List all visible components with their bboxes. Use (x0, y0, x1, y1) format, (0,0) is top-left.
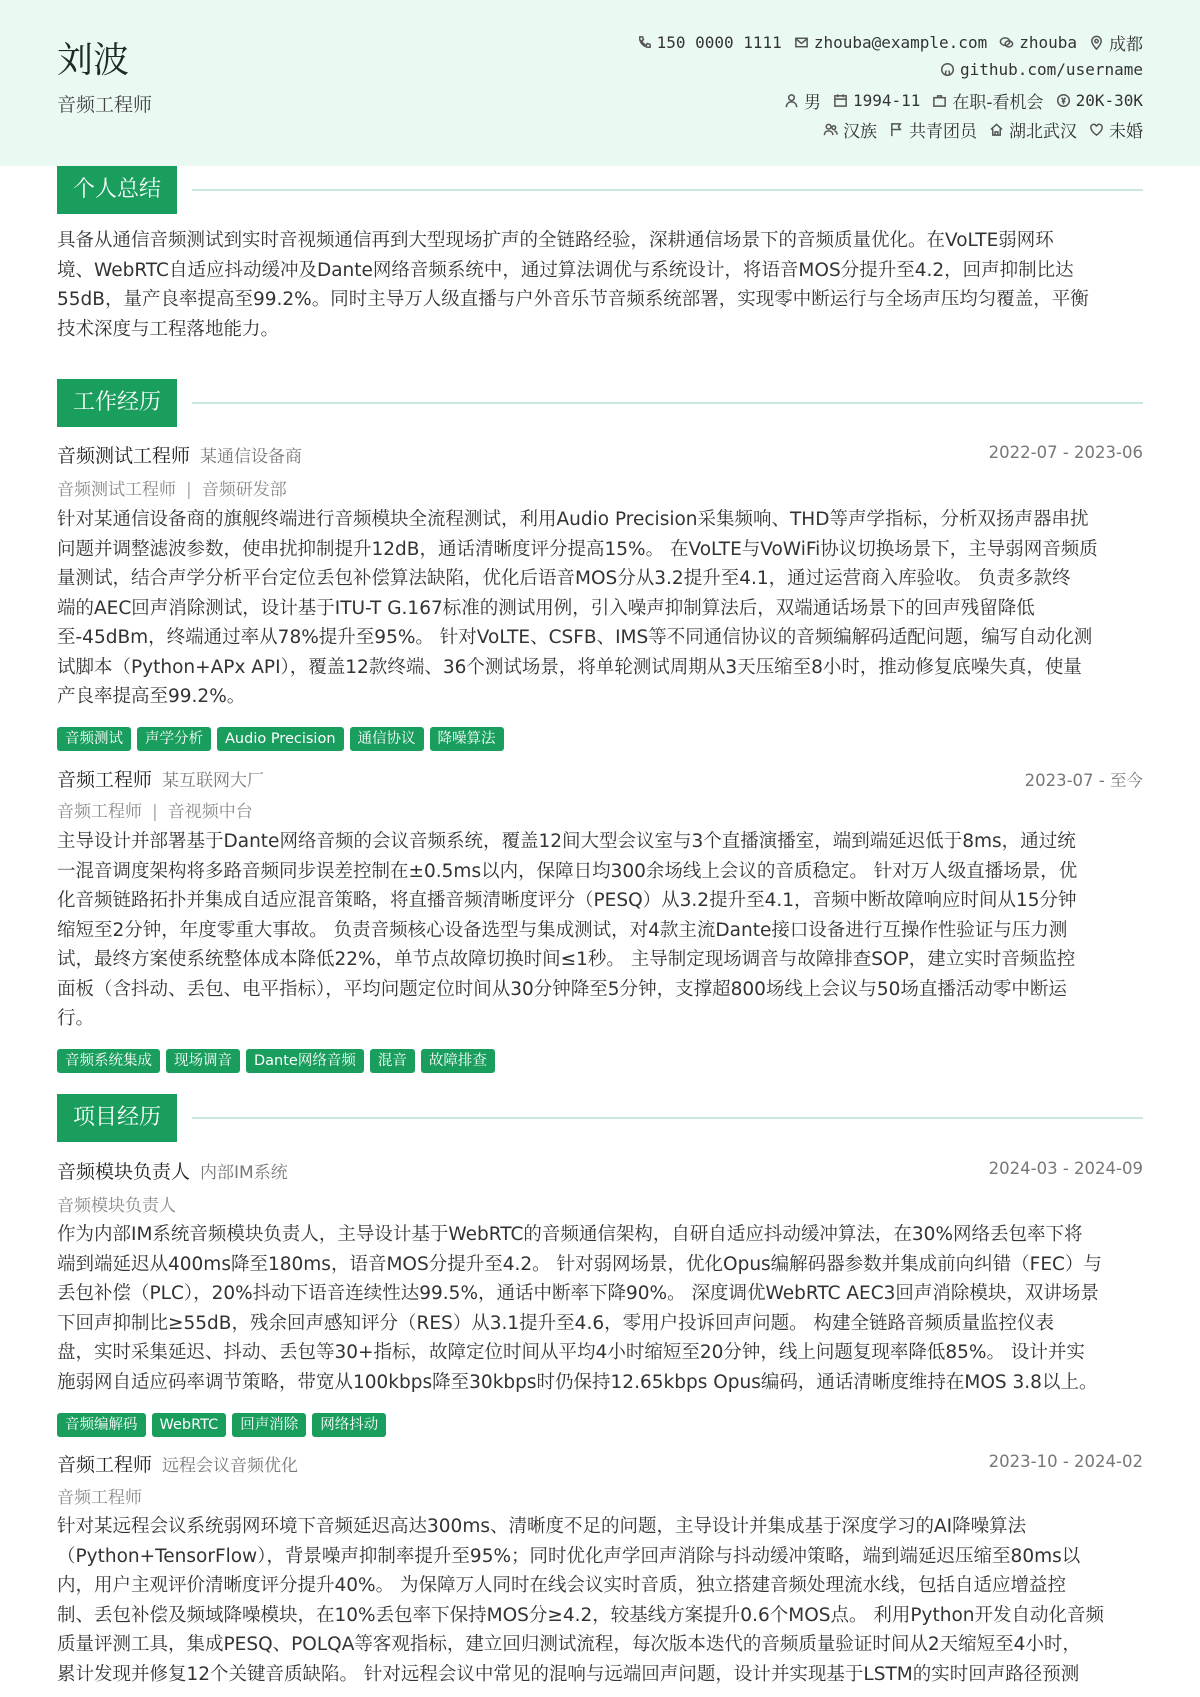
contact-row-1 (625, 30, 1143, 55)
skill-tag: Audio Precision (217, 727, 344, 751)
work-item-tags (57, 1049, 501, 1073)
gender-item (784, 88, 821, 113)
section-divider (192, 189, 1143, 191)
job-department: 音频研发部 (201, 480, 287, 500)
project-item-header (57, 1450, 1143, 1476)
project-position: 音频工程师 (57, 1488, 142, 1508)
text-line: 行。 (57, 1008, 95, 1029)
skill-tag: Dante网络音频 (246, 1049, 364, 1073)
politics-item (889, 117, 977, 142)
city-item (1089, 30, 1143, 55)
skill-tag: 声学分析 (137, 727, 211, 751)
project-name: 远程会议音频优化 (162, 1456, 299, 1476)
skill-tag: 音频编解码 (57, 1413, 146, 1437)
text-line: 产良率提高至99.2%。 (57, 686, 246, 707)
resume-header (0, 0, 1200, 166)
text-line: 技术深度与工程落地能力。 (57, 318, 280, 340)
project-role: 音频模块负责人 (57, 1161, 191, 1183)
job-date: 2022-07 - 2023-06 (988, 443, 1143, 462)
salary-item (1056, 91, 1143, 110)
location-icon (1089, 35, 1104, 50)
marital-text: 未婚 (1109, 122, 1143, 142)
wechat-id: zhouba (1019, 33, 1077, 52)
status-text: 在职-看机会 (952, 93, 1044, 113)
text-line: 面板（含抖动、丢包、电平指标），平均问题定位时间从30分钟降至5分钟，支撑超800场线上会议与50场直播活动零中断运 (57, 978, 1067, 1000)
phone-icon (637, 35, 652, 50)
politics-text: 共青团员 (909, 122, 977, 142)
skill-tag: 现场调音 (166, 1049, 240, 1073)
text-line: 针对某远程会议系统弱网环境下音频延迟高达300ms、清晰度不足的问题，主导设计并集成基于深度学习的AI降噪算法 (57, 1516, 1027, 1537)
wechat-item (999, 33, 1077, 52)
calendar-icon (833, 93, 848, 108)
salary-text: 20K-30K (1075, 91, 1143, 110)
city-text: 成都 (1109, 35, 1143, 55)
separator: | (152, 802, 158, 822)
text-line: 丢包补偿（PLC），20%抖动下语音连续性达99.5%，通话中断率下降90%。 深度调优WebRTC AEC3回声消除模块，双讲场景 (57, 1283, 1099, 1304)
text-line: 端的AEC回声消除测试，设计基于ITU-T G.167标准的测试用例，引入噪声抑制算法后，双端通话场景下的回声残留降低 (57, 597, 1035, 619)
section-title: 个人总结 (57, 166, 177, 214)
skill-tag: 音频测试 (57, 727, 131, 751)
skill-tag: 网络抖动 (312, 1413, 386, 1437)
project-date: 2024-03 - 2024-09 (988, 1159, 1143, 1178)
skill-tag: 混音 (370, 1049, 415, 1073)
text-line: 至-45dBm，终端通过率从78%提升至95%。 针对VoLTE、CSFB、IMS等不同通信协议的音频编解码适配问题，编写自动化测 (57, 627, 1093, 648)
phone-number: 150 0000 1111 (656, 33, 782, 52)
section-work (57, 379, 1143, 427)
contact-row-3 (772, 88, 1143, 113)
text-line: 主导设计并部署基于Dante网络音频的会议音频系统，覆盖12间大型会议室与3个直播演播室，端到端延迟低于8ms，通过统 (57, 831, 1076, 852)
github-url: github.com/username (959, 60, 1143, 79)
section-title: 项目经历 (57, 1094, 177, 1142)
status-item (932, 88, 1043, 113)
text-line: 作为内部IM系统音频模块负责人，主导设计基于WebRTC的音频通信架构，自研自适应抖动缓冲算法，在30%网络丢包率下将 (57, 1224, 1083, 1245)
section-divider (192, 1117, 1143, 1119)
text-line: 针对某通信设备商的旗舰终端进行音频模块全流程测试，利用Audio Precision采集频响、THD等声学指标，分析双扬声器串扰 (57, 509, 1089, 530)
project-item-subtitle (57, 1191, 176, 1216)
text-line: 施弱网自适应码率调节策略，带宽从100kbps降至30kbps时仍保持12.65kbps Opus编码，通话清晰度维持在MOS 3.8以上。 (57, 1371, 1098, 1393)
skill-tag: 回声消除 (232, 1413, 306, 1437)
text-line: 境、WebRTC自适应抖动缓冲及Dante网络音频系统中，通过算法调优与系统设计，将语音MOS分提升至4.2，回声抑制比达 (57, 259, 1074, 281)
text-line: 55dB，量产良率提高至99.2%。同时主导万人级直播与户外音乐节音频系统部署，实现零中断运行与全场声压均匀覆盖，平衡 (57, 289, 1089, 310)
email-address: zhouba@example.com (813, 33, 988, 52)
job-company: 某互联网大厂 (162, 771, 265, 791)
text-line: 盘，实时采集延迟、抖动、丢包等30+指标，故障定位时间从平均4小时缩短至20分钟，线上问题复现率降低85%。 设计并实 (57, 1342, 1085, 1363)
marital-item (1089, 117, 1143, 142)
text-line: 端到端延迟从400ms降至180ms，语音MOS分提升至4.2。 针对弱网场景，优化Opus编解码器参数并集成前向纠错（FEC）与 (57, 1253, 1102, 1275)
project-item-subtitle (57, 1483, 142, 1508)
candidate-name: 刘波 (57, 40, 130, 81)
text-line: 下回声抑制比≥55dB，残余回声感知评分（RES）从3.1提升至4.6，零用户投诉回声问题。 构建全链路音频质量监控仪表 (57, 1312, 1054, 1334)
money-icon (1056, 93, 1071, 108)
flag-icon (889, 122, 904, 137)
ethnicity-item (823, 117, 877, 142)
contact-row-4 (811, 117, 1143, 142)
section-projects (57, 1094, 1143, 1142)
gender-text: 男 (803, 93, 821, 113)
project-item-tags (57, 1413, 392, 1437)
candidate-title: 音频工程师 (57, 94, 153, 116)
text-line: 制、丢包补偿及频域降噪模块，在10%丢包率下保持MOS分≥4.2，较基线方案提升0.6个MOS点。 利用Python开发自动化音频 (57, 1604, 1105, 1626)
text-line: 试，最终方案使系统整体成本降低22%，单节点故障切换时间≤1秒。 主导制定现场调音与故障排查SOP，建立实时音频监控 (57, 949, 1076, 970)
job-date: 2023-07 - 至今 (1024, 771, 1143, 790)
text-line: 质量评测工具，集成PESQ、POLQA等客观指标，建立回归测试流程，每次版本迭代的音频质量验证时间从2天缩短至4小时， (57, 1634, 1081, 1655)
project-item-description (57, 1220, 1143, 1397)
job-position: 音频测试工程师 (57, 480, 176, 500)
work-item-subtitle (57, 797, 253, 822)
phone-item (637, 33, 782, 52)
skill-tag: 通信协议 (350, 727, 424, 751)
job-department: 音视频中台 (167, 802, 253, 822)
hometown-text: 湖北武汉 (1009, 122, 1077, 142)
text-line: 试脚本（Python+APx API），覆盖12款终端、36个测试场景，将单轮测试周期从3天压缩至8小时，推动修复底噪失真，使量 (57, 656, 1082, 678)
person-icon (784, 93, 799, 108)
work-item-tags (57, 727, 510, 751)
section-title: 工作经历 (57, 379, 177, 427)
skill-tag: 音频系统集成 (57, 1049, 160, 1073)
work-item-subtitle (57, 475, 287, 500)
project-role: 音频工程师 (57, 1454, 153, 1476)
text-line: 一混音调度架构将多路音频同步误差控制在±0.5ms以内，保障日均300余场线上会议的音质稳定。 针对万人级直播场景，优 (57, 860, 1078, 882)
section-divider (192, 402, 1143, 404)
job-company: 某通信设备商 (200, 447, 303, 467)
skill-tag: 降噪算法 (430, 727, 504, 751)
ethnicity-text: 汉族 (843, 122, 877, 142)
job-position: 音频工程师 (57, 802, 142, 822)
text-line: 化音频链路拓扑并集成自适应混音策略，将直播音频清晰度评分（PESQ）从3.2提升至4.1，音频中断故障响应时间从15分钟 (57, 890, 1077, 911)
skill-tag: 故障排查 (421, 1049, 495, 1073)
summary-text (57, 226, 1143, 344)
text-line: 累计发现并修复12个关键音质缺陷。 针对远程会议中常见的混响与远端回声问题，设计并实现基于LSTM的实时回声路径预测 (57, 1663, 1080, 1685)
skill-tag: WebRTC (152, 1413, 227, 1437)
text-line: 缩短至2分钟，年度零重大事故。 负责音频核心设备选型与集成测试，对4款主流Dante接口设备进行互操作性验证与压力测 (57, 919, 1068, 941)
project-name: 内部IM系统 (200, 1163, 288, 1183)
text-line: （Python+TensorFlow），背景噪声抑制率提升至95%；同时优化声学回声消除与抖动缓冲策略，端到端延迟压缩至80ms以 (57, 1545, 1081, 1567)
home-icon (989, 122, 1004, 137)
work-item-description (57, 827, 1143, 1034)
text-line: 问题并调整滤波参数，使串扰抑制提升12dB，通话清晰度评分提高15%。 在VoLTE与VoWiFi协议切换场景下，主导弱网音频质 (57, 538, 1098, 560)
email-item[interactable] (794, 33, 987, 52)
project-position: 音频模块负责人 (57, 1196, 176, 1216)
mail-icon (794, 35, 809, 50)
separator: | (186, 480, 192, 500)
job-role: 音频工程师 (57, 769, 153, 791)
text-line: 内，用户主观评价清晰度评分提升40%。 为保障万人同时在线会议实时音质，独立搭建音频处理流水线，包括自适应增益控 (57, 1575, 1067, 1596)
wechat-icon (999, 35, 1014, 50)
birth-item (833, 91, 920, 110)
text-line: 具备从通信音频测试到实时音视频通信再到大型现场扩声的全链路经验，深耕通信场景下的音频质量优化。在VoLTE弱网环 (57, 230, 1054, 251)
birth-text: 1994-11 (852, 91, 921, 110)
text-line: 量测试，结合声学分析平台定位丢包补偿算法缺陷，优化后语音MOS分从3.2提升至4.1，通过运营商入库验收。 负责多款终 (57, 568, 1071, 589)
hometown-item (989, 117, 1077, 142)
work-item-description (57, 505, 1143, 712)
briefcase-icon (932, 93, 947, 108)
project-date: 2023-10 - 2024-02 (988, 1452, 1143, 1471)
github-icon (940, 62, 955, 77)
section-summary (57, 166, 1143, 214)
github-item[interactable] (940, 60, 1143, 79)
heart-icon (1089, 122, 1104, 137)
contact-row-2 (928, 60, 1143, 79)
work-item-header (57, 765, 1143, 791)
project-item-header (57, 1157, 1143, 1183)
work-item-header (57, 441, 1143, 467)
people-icon (823, 122, 838, 137)
project-item-description (57, 1512, 1143, 1689)
job-role: 音频测试工程师 (57, 445, 191, 467)
